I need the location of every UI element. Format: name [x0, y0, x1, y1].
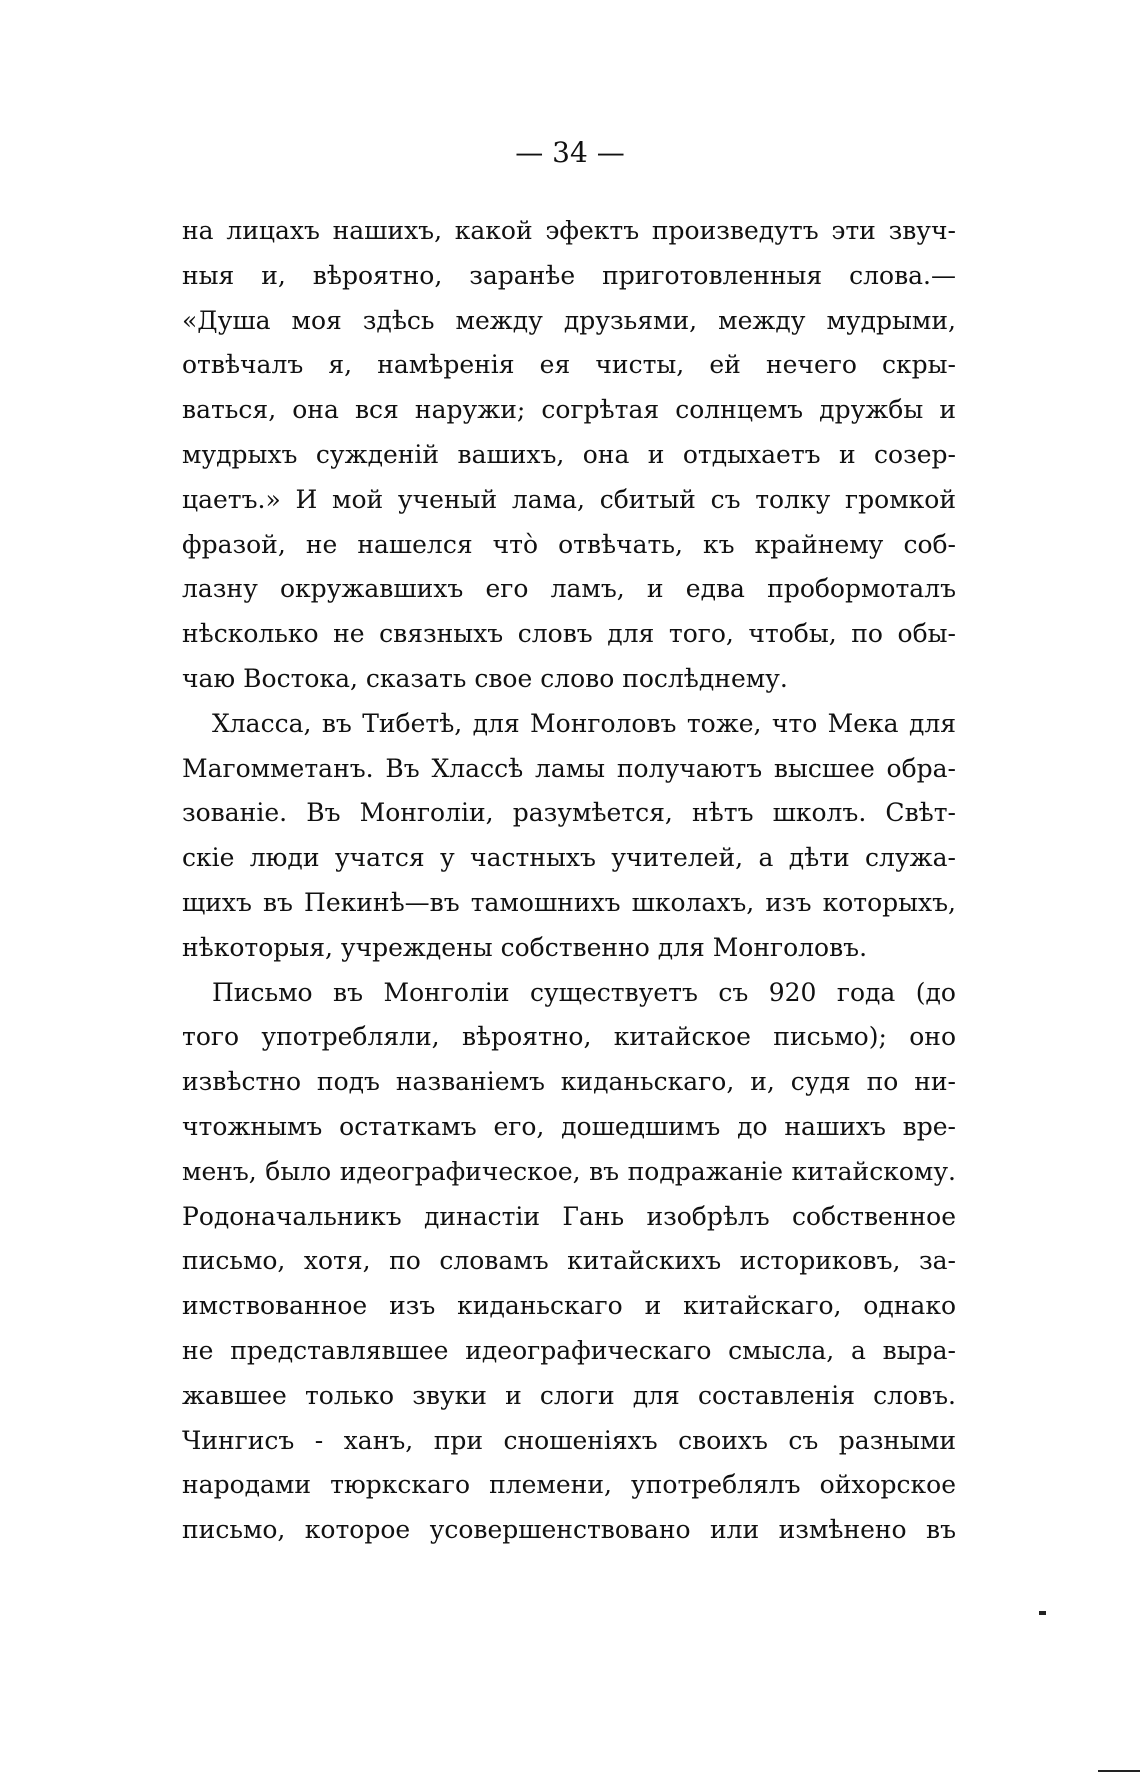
text-line: нѣсколько не связныхъ словъ для того, чтобы, по обы-: [182, 619, 956, 649]
text-line: скіе люди учатся у частныхъ учителей, а дѣти служа-: [182, 843, 956, 873]
text-line: того употребляли, вѣроятно, китайское письмо); оно: [182, 1022, 956, 1052]
paragraph: [182, 971, 956, 1553]
text-line: зованіе. Въ Монголіи, разумѣется, нѣтъ школъ. Свѣт-: [182, 798, 956, 828]
text-line: менъ, было идеографическое, въ подражаніе китайскому.: [182, 1156, 956, 1186]
paragraph: [182, 209, 956, 702]
text-line: «Душа моя здѣсь между друзьями, между мудрыми,: [182, 305, 956, 335]
text-line: лазну окружавшихъ его ламъ, и едва пробормоталъ: [182, 574, 956, 604]
text-line: фразой, не нашелся что̀ отвѣчать, къ крайнему соб-: [182, 529, 956, 559]
text-line: имствованное изъ киданьскаго и китайскаго, однако: [182, 1291, 956, 1321]
text-line: на лицахъ нашихъ, какой эфектъ произведутъ эти звуч-: [182, 216, 956, 245]
text-line: народами тюркскаго племени, употреблялъ ойхорское: [182, 1470, 956, 1500]
text-line: мудрыхъ сужденій вашихъ, она и отдыхаетъ и созер-: [182, 439, 956, 469]
text-line: Магомметанъ. Въ Хлассѣ ламы получаютъ высшее обра-: [182, 753, 956, 783]
text-line: чаю Востока, сказать свое слово послѣднему.: [182, 663, 788, 693]
text-line: ныя и, вѣроятно, заранѣе приготовленныя слова.—: [182, 260, 956, 290]
text-line: Чингисъ - ханъ, при сношеніяхъ своихъ съ разными: [182, 1425, 956, 1455]
text-line: щихъ въ Пекинѣ—въ тамошнихъ школахъ, изъ которыхъ,: [182, 887, 956, 917]
scan-mark: [1039, 1611, 1046, 1615]
text-line: отвѣчалъ я, намѣренія ея чисты, ей нечего скры-: [182, 350, 956, 380]
scan-mark: [1098, 1770, 1140, 1772]
page-number: — 34 —: [515, 136, 625, 169]
text-line: цаетъ.» И мой ученый лама, сбитый съ толку громкой: [182, 484, 956, 514]
text-line: не представлявшее идеографическаго смысла, а выра-: [182, 1335, 956, 1365]
text-line: ваться, она вся наружи; согрѣтая солнцемъ дружбы и: [182, 395, 956, 425]
text-line: чтожнымъ остаткамъ его, дошедшимъ до нашихъ вре-: [182, 1111, 956, 1141]
text-line: жавшее только звуки и слоги для составленія словъ.: [182, 1380, 956, 1410]
text-line: нѣкоторыя, учреждены собственно для Монголовъ.: [182, 932, 868, 962]
text-line: Письмо въ Монголіи существуетъ съ 920 года (до: [212, 977, 956, 1007]
text-line: Родоначальникъ династіи Гань изобрѣлъ собственное: [182, 1201, 956, 1231]
body-text: [182, 209, 956, 1553]
text-line: письмо, которое усовершенствовано или измѣнено въ: [182, 1515, 956, 1545]
text-line: извѣстно подъ названіемъ киданьскаго, и, судя по ни-: [182, 1067, 956, 1097]
text-line: Хласса, въ Тибетѣ, для Монголовъ тоже, что Мека для: [212, 708, 956, 738]
paragraph: [182, 702, 956, 971]
text-line: письмо, хотя, по словамъ китайскихъ историковъ, за-: [182, 1246, 956, 1276]
